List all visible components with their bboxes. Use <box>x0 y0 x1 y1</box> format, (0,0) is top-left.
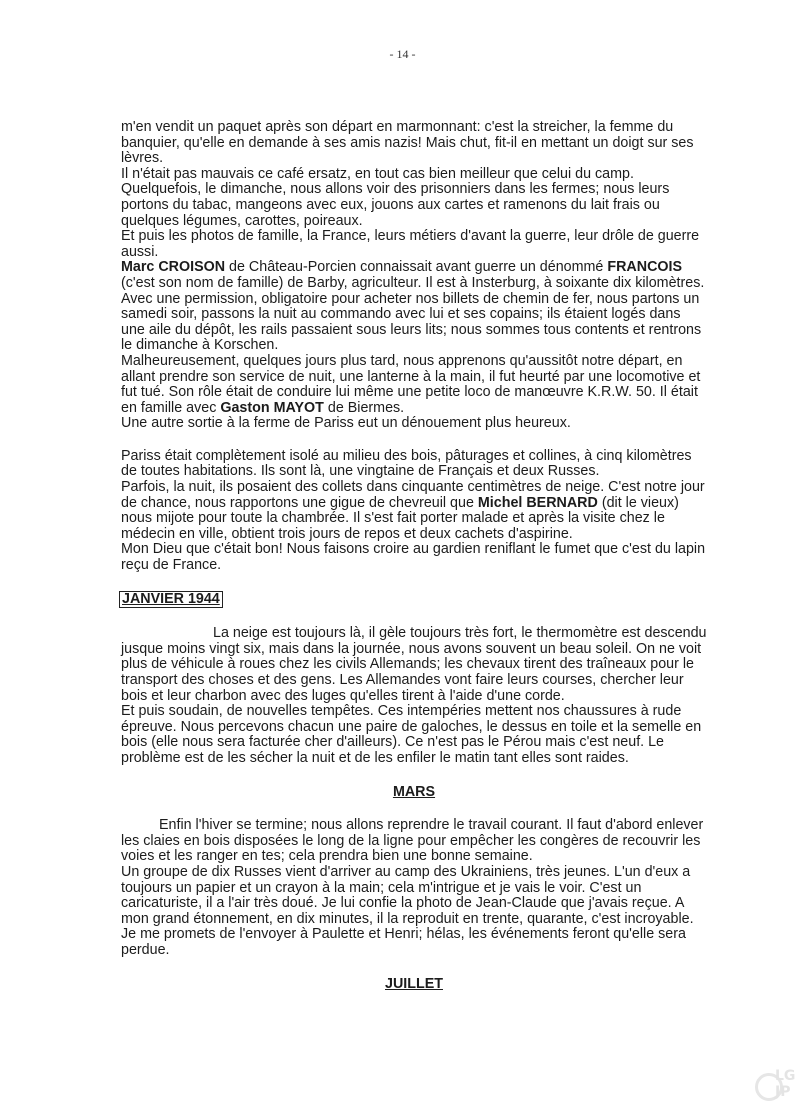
paragraph: Et puis les photos de famille, la France, leurs métiers d'avant la guerre, leur drôle de guerre aussi. <box>121 228 700 260</box>
paragraph: Et puis soudain, de nouvelles tempêtes. Ces intempéries mettent nos chaussures à rude épreuve. Nous percevons chacun une paire de galoches, le dessus en toile et la semelle en bois (elle nous sera facturée cher d'ailleurs). Ce n'est pas le Pérou mais c'est neuf. Le problème est de les sécher la nuit et de les enfiler le matin tant elles sont raides. <box>121 703 702 766</box>
text-run: Malheureusement, quelques jours plus tard, nous apprenons qu'aussitôt notre départ, en allant prendre son service de nuit, une lanterne à la main, il fut heurté par une locomotive et fut tué. Son rôle était de conduire lui même une petite loco de manœuvre K.R.W. 50. Il était en famille avec <box>121 352 701 416</box>
section-heading-mars: MARS <box>392 783 436 800</box>
person-name: Marc CROISON <box>121 259 226 276</box>
paragraph: La neige est toujours là, il gèle toujours très fort, le thermomètre est descendu jusque moins vingt six, mais dans la journée, nous avons souvent un beau soleil. On ne voit plus de véhicule à roues chez les civils Allemands; les chevaux tirent des traîneaux pour le transport des choses et des gens. Les Allemandes vont faire leurs courses, chercher leur bois et leur charbon avec des luges qu'elles tirent à l'aide d'une corde. <box>121 625 707 704</box>
text-run: Parfois, la nuit, ils posaient des collets dans cinquante centimètres de neige. C'est notre jour de chance, nous rapportons une gigue de chevreuil que <box>121 479 705 511</box>
paragraph: Avec une permission, obligatoire pour acheter nos billets de chemin de fer, nous partons un samedi soir, passons la nuit au commando avec lui et ses copains; ils étaient logés dans une aile du dépôt, les rails passaient sous leurs lits; nous sommes tous contents et rentrons le dimanche à Korschen. <box>121 290 702 354</box>
paragraph: Il n'était pas mauvais ce café ersatz, en tout cas bien meilleur que celui du camp. <box>121 165 634 182</box>
paragraph: Une autre sortie à la ferme de Pariss eut un dénouement plus heureux. <box>121 415 571 432</box>
person-name: Gaston MAYOT <box>220 399 324 416</box>
page-body <box>121 120 707 992</box>
paragraph: m'en vendit un paquet après son départ en marmonnant: c'est la streicher, la femme du banquier, qu'elle en demande à ses amis nazis! Mais chut, fit-il en mettant un doigt sur ses lèvres. <box>121 119 694 167</box>
person-name: Michel BERNARD <box>477 494 598 511</box>
person-name: FRANCOIS <box>607 259 683 276</box>
text-run: de Biermes. <box>323 399 405 416</box>
watermark-logo <box>755 1065 799 1103</box>
text-run: de Château-Porcien connaissait avant guerre un dénommé <box>225 259 608 276</box>
paragraph <box>121 480 707 542</box>
paragraph: Pariss était complètement isolé au milieu des bois, pâturages et collines, à cinq kilomètres de toutes habitations. Ils sont là, une vingtaine de Français et deux Russes. <box>121 447 692 480</box>
paragraph: Enfin l'hiver se termine; nous allons reprendre le travail courant. Il faut d'abord enlever les claies en bois disposées le long de la ligne pour empêcher les congères de recouvrir les voies et les ranger en tes; cela prendra bien une bonne semaine. <box>121 817 704 865</box>
watermark-text: JP <box>775 1084 791 1100</box>
paragraph <box>121 260 707 291</box>
text-run: (dit le vieux) nous mijote pour toute la chambrée. Il s'est fait porter malade et après la visite chez le médecin en ville, obtient trois jours de repos et deux cachets d'aspirine. <box>121 494 679 542</box>
paragraph: Quelquefois, le dimanche, nous allons voir des prisonniers dans les fermes; nous leurs portons du tabac, mangeons avec eux, jouons aux cartes et ramenons du lait frais ou quelques légumes, carottes, poireaux. <box>121 181 670 229</box>
paragraph: Un groupe de dix Russes vient d'arriver au camp des Ukrainiens, très jeunes. L'un d'eux a toujours un papier et un crayon à la main; cela m'intrigue et je vais le voir. C'est un caricaturiste, il a l'air très doué. Je lui confie la photo de Jean-Claude que j'avais reçue. A mon grand étonnement, en dix minutes, il la reproduit en trente, quarante, c'est incroyable. Je me promets de l'envoyer à Paulette et Henri; hélas, les événements feront qu'elle sera perdue. <box>121 863 694 958</box>
paragraph <box>121 354 707 416</box>
section-heading-juillet: JUILLET <box>385 975 443 992</box>
watermark-text: LG <box>775 1068 796 1084</box>
paragraph: Mon Dieu que c'était bon! Nous faisons croire au gardien reniflant le fumet que c'est du lapin reçu de France. <box>121 541 706 574</box>
section-heading-janvier: JANVIER 1944 <box>119 591 223 609</box>
page-number: - 14 - <box>389 47 416 61</box>
text-run: (c'est son nom de famille) de Barby, agriculteur. Il est à Insterburg, à soixante dix kilomètres. <box>121 274 705 291</box>
